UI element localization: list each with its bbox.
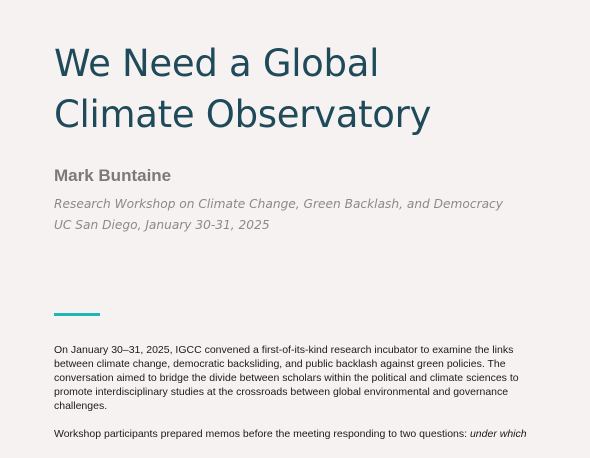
paragraph-1-line: On January 30–31, 2025, IGCC convened a first-of-its-kind research incubator to examine the links xyxy=(54,344,514,356)
paragraph-2 xyxy=(54,427,544,441)
paragraph-1-line: challenges. xyxy=(54,400,108,412)
paragraph-2-text: Workshop participants prepared memos before the meeting responding to two questions: xyxy=(54,428,470,440)
paragraph-2-line xyxy=(54,427,544,441)
paragraph-2-italic-text: under which xyxy=(469,428,527,440)
paragraph-1-line: between climate change, democratic backsliding, and public backlash against green policies. The xyxy=(54,358,506,370)
accent-divider xyxy=(54,313,100,316)
event-location-date: UC San Diego, January 30-31, 2025 xyxy=(54,218,270,232)
title-line-2: Climate Observatory xyxy=(54,93,432,136)
paragraph-1-line: promote interdisciplinary studies at the crossroads between global environmental and governance xyxy=(54,386,509,398)
event-title: Research Workshop on Climate Change, Green Backlash, and Democracy xyxy=(54,197,503,211)
article-body xyxy=(54,343,544,441)
author-name: Mark Buntaine xyxy=(54,166,172,185)
event-info xyxy=(54,194,554,236)
paragraph-1-line: conversation aimed to bridge the divide between scholars within the political and climate sciences to xyxy=(54,372,519,384)
paragraph-1 xyxy=(54,343,544,413)
title-line-1: We Need a Global xyxy=(54,42,380,85)
document-title xyxy=(54,38,554,140)
